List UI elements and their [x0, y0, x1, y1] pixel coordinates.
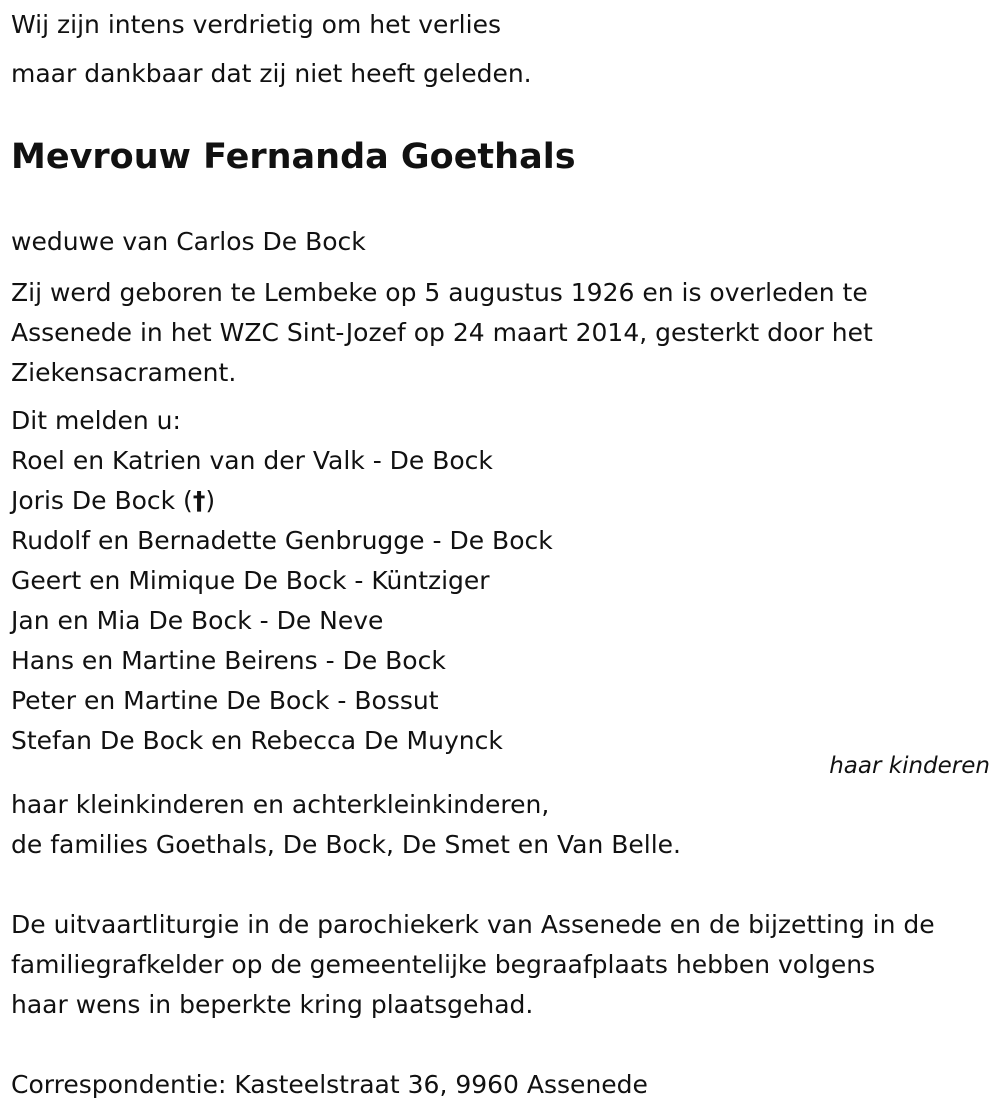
- child-line: Roel en Katrien van der Valk - De Bock: [11, 446, 493, 475]
- spouse-line: weduwe van Carlos De Bock: [11, 227, 366, 256]
- deceased-name: Mevrouw Fernanda Goethals: [11, 137, 576, 177]
- child-line: Geert en Mimique De Bock - Küntziger: [11, 566, 490, 595]
- cross-icon: †: [192, 486, 206, 515]
- correspondence-address: Correspondentie: Kasteelstraat 36, 9960 Assenede: [11, 1070, 648, 1099]
- relatives-line-1: haar kleinkinderen en achterkleinkinderen,: [11, 790, 550, 819]
- intro-line-1: Wij zijn intens verdrietig om het verlies: [11, 10, 501, 39]
- intro-line-2: maar dankbaar dat zij niet heeft geleden.: [11, 59, 532, 88]
- funeral-notice-line-1: De uitvaartliturgie in de parochiekerk van Assenede en de bijzetting in de: [11, 910, 935, 939]
- child-name-close: ): [205, 486, 216, 515]
- biography-line-3: Ziekensacrament.: [11, 358, 237, 387]
- funeral-notice-line-3: haar wens in beperkte kring plaatsgehad.: [11, 990, 534, 1019]
- child-line-deceased: [11, 486, 215, 516]
- child-line: Stefan De Bock en Rebecca De Muynck: [11, 726, 503, 755]
- child-name: Joris De Bock (: [11, 486, 193, 515]
- relatives-line-2: de families Goethals, De Bock, De Smet en Van Belle.: [11, 830, 682, 859]
- child-line: Hans en Martine Beirens - De Bock: [11, 646, 446, 675]
- child-line: Jan en Mia De Bock - De Neve: [11, 606, 384, 635]
- child-line: Peter en Martine De Bock - Bossut: [11, 686, 439, 715]
- children-role-label: haar kinderen: [829, 753, 990, 779]
- announcers-heading: Dit melden u:: [11, 406, 181, 435]
- funeral-notice-line-2: familiegrafkelder op de gemeentelijke begraafplaats hebben volgens: [11, 950, 876, 979]
- biography-line-1: Zij werd geboren te Lembeke op 5 augustus 1926 en is overleden te: [11, 278, 868, 307]
- child-line: Rudolf en Bernadette Genbrugge - De Bock: [11, 526, 553, 555]
- biography-line-2: Assenede in het WZC Sint-Jozef op 24 maart 2014, gesterkt door het: [11, 318, 873, 347]
